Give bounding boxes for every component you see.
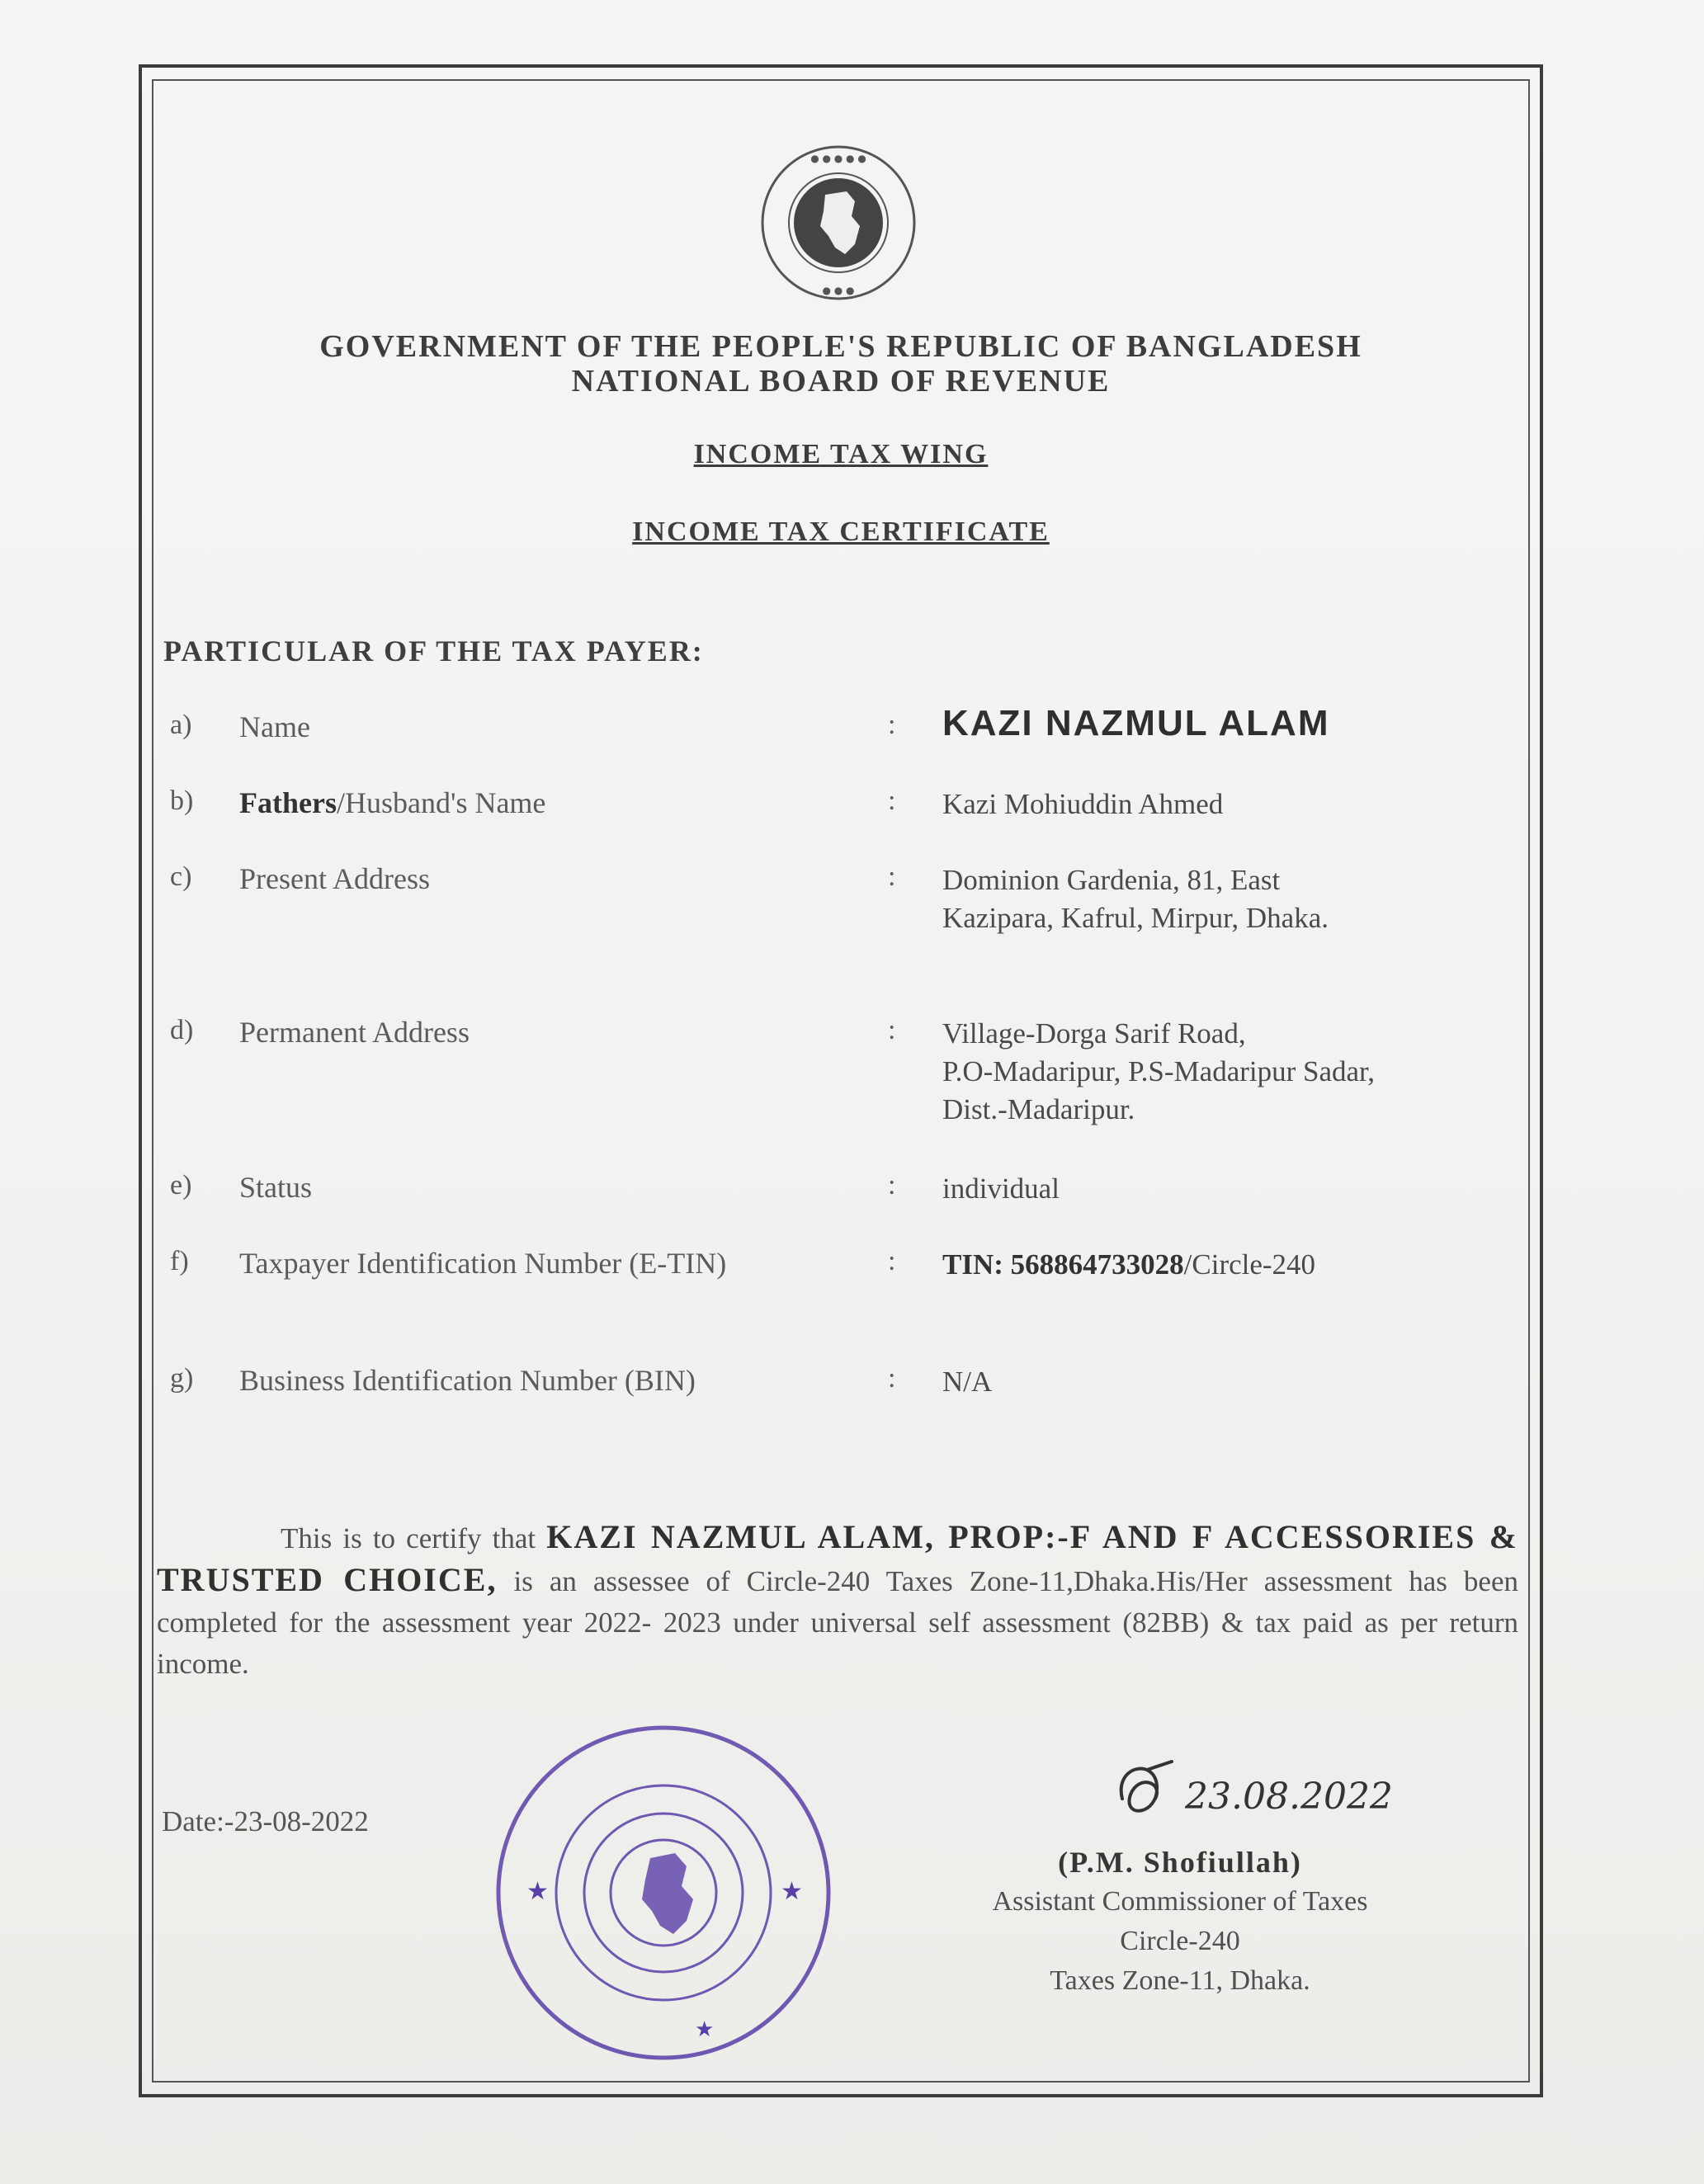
officer-zone: Taxes Zone-11, Dhaka.	[1050, 1965, 1310, 1996]
row-index: b)	[170, 785, 194, 816]
bin-value: N/A	[942, 1366, 993, 1398]
row-colon: :	[888, 1246, 896, 1276]
row-label: Status	[239, 1171, 313, 1204]
signature-date: 23.08.2022	[1185, 1776, 1393, 1818]
svg-text:● ● ● ● ●: ● ● ● ● ●	[810, 153, 866, 164]
office-seal-stamp-icon	[489, 1718, 838, 2068]
svg-text:● ● ●: ● ● ●	[822, 285, 855, 296]
tin-circle: /Circle-240	[1183, 1248, 1316, 1281]
row-label-bold: Fathers	[239, 786, 337, 819]
certify-bold: KAZI NAZMUL ALAM, PROP:-F AND F ACCESSORIES & TRUSTED CHOICE,	[157, 1518, 1519, 1598]
board-title: NATIONAL BOARD OF REVENUE	[571, 364, 1111, 399]
row-colon: :	[888, 1363, 896, 1394]
row-index: d)	[170, 1015, 194, 1045]
row-index: a)	[170, 710, 192, 740]
wing-title: INCOME TAX WING	[693, 439, 989, 469]
issue-date: Date:-23-08-2022	[162, 1805, 369, 1837]
certification-paragraph	[157, 1517, 1518, 1685]
government-title: GOVERNMENT OF THE PEOPLE'S REPUBLIC OF BANGLADESH	[319, 329, 1362, 364]
row-index: g)	[170, 1363, 194, 1394]
row-label	[239, 785, 545, 820]
row-index: e)	[170, 1170, 192, 1200]
row-colon: :	[888, 710, 896, 740]
row-label: Name	[239, 710, 310, 743]
row-label: Taxpayer Identification Number (E-TIN)	[239, 1247, 727, 1280]
tin-value	[942, 1246, 1315, 1284]
officer-title: Assistant Commissioner of Taxes	[992, 1886, 1368, 1917]
row-index: c)	[170, 861, 192, 892]
row-label: Business Identification Number (BIN)	[239, 1364, 696, 1397]
svg-text:★: ★	[526, 1877, 549, 1906]
row-label: Present Address	[239, 862, 430, 895]
row-colon: :	[888, 1170, 896, 1200]
row-colon: :	[888, 861, 896, 892]
section-title: PARTICULAR OF THE TAX PAYER:	[163, 634, 704, 667]
permanent-address-value: Village-Dorga Sarif Road, P.O-Madaripur, P.S-Madaripur Sadar, Dist.-Madaripur.	[942, 1017, 1376, 1125]
officer-name: (P.M. Shofiullah)	[1058, 1846, 1302, 1879]
row-index: f)	[170, 1246, 189, 1276]
taxpayer-name: KAZI NAZMUL ALAM	[942, 703, 1330, 743]
svg-text:★: ★	[695, 2017, 715, 2042]
status-value: individual	[942, 1172, 1060, 1205]
row-colon: :	[888, 1015, 896, 1045]
officer-circle: Circle-240	[1120, 1926, 1240, 1956]
certify-rest: is an assessee of Circle-240 Taxes Zone-11,Dhaka.His/Her assessment has been completed for the assessment year 2022- 2023 under universal self assessment (82BB) & tax paid as per return income.	[157, 1565, 1519, 1680]
svg-text:★: ★	[781, 1877, 803, 1906]
row-colon: :	[888, 785, 896, 816]
officer-signature	[1106, 1749, 1452, 1840]
row-label-rest: /Husband's Name	[336, 786, 546, 819]
present-address-value: Dominion Gardenia, 81, East Kazipara, Kafrul, Mirpur, Dhaka.	[942, 864, 1329, 934]
father-name-value: Kazi Mohiuddin Ahmed	[942, 788, 1224, 820]
row-label: Permanent Address	[239, 1016, 470, 1049]
government-emblem-icon	[743, 140, 934, 305]
certify-intro: This is to certify that	[281, 1522, 536, 1554]
certificate-title: INCOME TAX CERTIFICATE	[632, 517, 1050, 547]
tin-number: TIN: 568864733028	[942, 1248, 1184, 1281]
